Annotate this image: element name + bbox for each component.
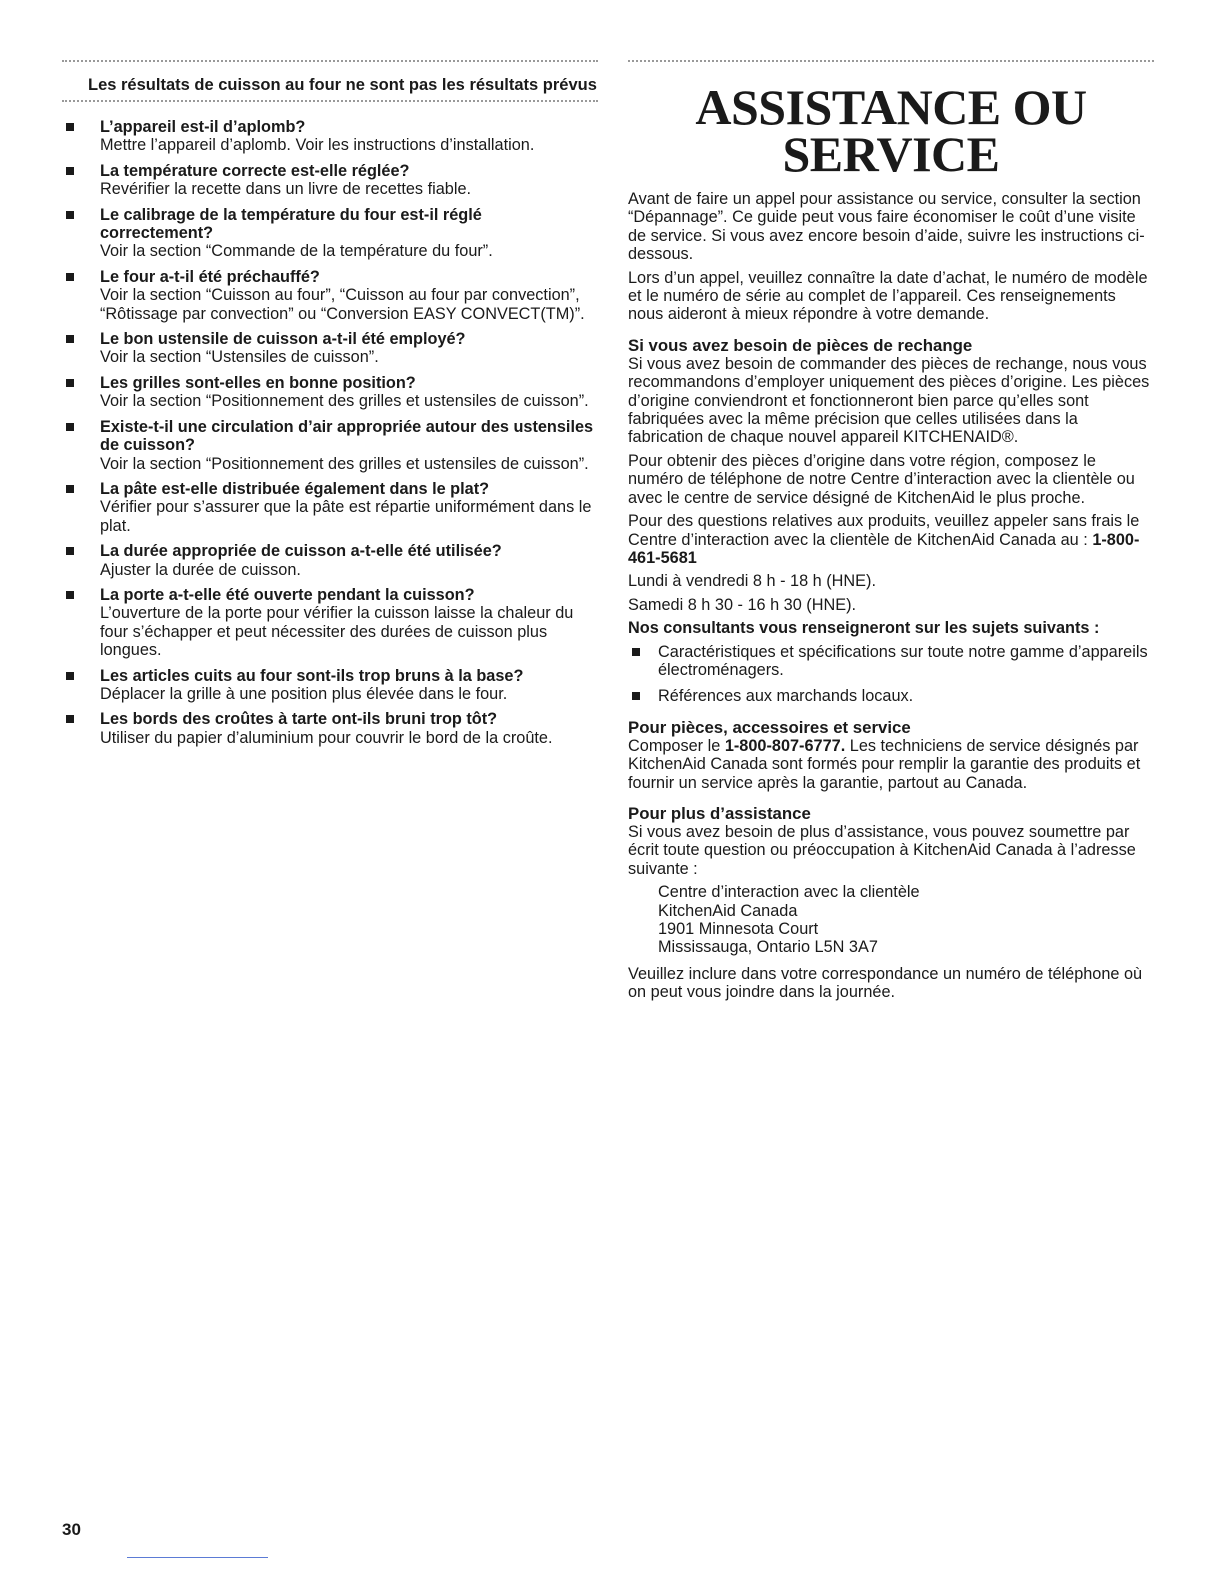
question: Le calibrage de la température du four est-il réglé correctement?	[100, 205, 482, 243]
page-title: ASSISTANCE OU SERVICE	[695, 79, 1087, 182]
divider	[62, 100, 598, 104]
intro-paragraph: Avant de faire un appel pour assistance ou service, consulter la section “Dépannage”. Ce guide peut vous faire économiser le coût d’une visite de service. Si vous avez encore besoin d’aide, suivre les instructions ci-dessous.	[628, 190, 1145, 264]
question: L’appareil est-il d’aplomb?	[100, 118, 306, 136]
service-heading: Pour pièces, accessoires et service	[628, 717, 911, 737]
parts-paragraph: Si vous avez besoin de commander des pièces de rechange, nous vous recommandons d’employer uniquement des pièces d’origine. Les pièces d’origine conviendront et fonctionneront bien parce qu’elles sont fabriquées avec la même précision que celles utilisées dans la fabrication de chaque nouvel appareil KITCHENAID®.	[628, 354, 1150, 447]
list-item	[62, 542, 598, 579]
troubleshooting-list	[62, 118, 598, 747]
intro-paragraph: Lors d’un appel, veuillez connaître la date d’achat, le numéro de modèle et le numéro de série au complet de l’appareil. Ces renseignements nous aideront à mieux répondre à votre demande.	[628, 268, 1148, 324]
consultants-heading: Nos consultants vous renseigneront sur les sujets suivants :	[628, 619, 1100, 638]
section-title: Les résultats de cuisson au four ne sont pas les résultats prévus	[88, 76, 597, 94]
parts-heading: Si vous avez besoin de pièces de rechange	[628, 335, 973, 355]
question: La pâte est-elle distribuée également dans le plat?	[100, 479, 490, 498]
hours: Lundi à vendredi 8 h - 18 h (HNE).	[628, 572, 876, 591]
question: La durée appropriée de cuisson a-t-elle été utilisée?	[100, 542, 502, 561]
divider	[628, 60, 1154, 64]
list-item	[62, 374, 598, 411]
list-item	[62, 667, 598, 704]
footer-line	[127, 1557, 268, 1558]
answer: Mettre l’appareil d’aplomb. Voir les instructions d’installation.	[100, 136, 535, 155]
answer: Voir la section “Cuisson au four”, “Cuisson au four par convection”, “Rôtissage par convection” ou “Conversion EASY CONVECT(TM)”.	[100, 286, 585, 323]
phone-number: 1-800-461-5681	[628, 530, 1140, 567]
question: Les grilles sont-elles en bonne position?	[100, 373, 416, 392]
question: Le four a-t-il été préchauffé?	[100, 267, 320, 286]
answer: Voir la section “Positionnement des grilles et ustensiles de cuisson”.	[100, 392, 589, 411]
text: Composer le	[628, 736, 725, 755]
list-item	[62, 480, 598, 535]
answer: Ajuster la durée de cuisson.	[100, 560, 301, 579]
list-item	[62, 206, 598, 261]
question: La porte a-t-elle été ouverte pendant la cuisson?	[100, 585, 475, 604]
answer: Voir la section “Ustensiles de cuisson”.	[100, 348, 379, 367]
hours: Samedi 8 h 30 - 16 h 30 (HNE).	[628, 595, 857, 614]
right-column	[628, 60, 1154, 1007]
answer: Utiliser du papier d’aluminium pour couvrir le bord de la croûte.	[100, 728, 553, 747]
list-item	[62, 330, 598, 367]
address-line: Mississauga, Ontario L5N 3A7	[658, 938, 878, 957]
list-item: Références aux marchands locaux.	[628, 687, 1154, 705]
parts-paragraph: Pour obtenir des pièces d’origine dans votre région, composez le numéro de téléphone de notre Centre d’interaction avec la clientèle ou avec le centre de service désigné de KitchenAid le plus proche.	[628, 451, 1135, 507]
question: La température correcte est-elle réglée?	[100, 161, 410, 180]
list-item	[62, 418, 598, 473]
address	[628, 883, 1154, 957]
list-item	[62, 162, 598, 199]
address-line: KitchenAid Canada	[658, 901, 798, 920]
list-item	[62, 268, 598, 323]
list-item	[62, 710, 598, 747]
answer: L’ouverture de la porte pour vérifier la cuisson laisse la chaleur du four s’échapper et peut nécessiter des durées de cuisson plus longues.	[100, 604, 574, 660]
question: Existe-t-il une circulation d’air appropriée autour des ustensiles de cuisson?	[100, 417, 594, 455]
answer: Déplacer la grille à une position plus élevée dans le four.	[100, 684, 508, 703]
page-number: 30	[62, 1520, 81, 1539]
left-column	[62, 60, 598, 754]
consult-list	[628, 643, 1154, 706]
question: Le bon ustensile de cuisson a-t-il été employé?	[100, 330, 466, 349]
address-line: 1901 Minnesota Court	[658, 920, 819, 938]
answer: Vérifier pour s’assurer que la pâte est répartie uniformément dans le plat.	[100, 498, 592, 535]
answer: Voir la section “Positionnement des grilles et ustensiles de cuisson”.	[100, 454, 589, 473]
text: Les techniciens de service désignés par KitchenAid Canada sont formés pour remplir la garantie des produits et fournir un service après la garantie, partout au Canada.	[628, 736, 1141, 792]
question: Les bords des croûtes à tarte ont-ils bruni trop tôt?	[100, 710, 498, 729]
list-item	[62, 118, 598, 155]
list-item	[62, 586, 598, 660]
list-item: Caractéristiques et spécifications sur toute notre gamme d’appareils électroménagers.	[628, 643, 1154, 680]
answer: Revérifier la recette dans un livre de recettes fiable.	[100, 180, 472, 199]
address-line: Centre d’interaction avec la clientèle	[658, 883, 920, 902]
text: Pour des questions relatives aux produits, veuillez appeler sans frais le Centre d’interaction avec la clientèle de KitchenAid Canada au :	[628, 512, 1140, 549]
more-help-paragraph: Si vous avez besoin de plus d’assistance, vous pouvez soumettre par écrit toute question ou préoccupation à KitchenAid Canada à l’adresse suivante :	[628, 822, 1136, 878]
service-paragraph	[628, 737, 1154, 792]
phone-number: 1-800-807-6777.	[724, 736, 846, 755]
answer: Voir la section “Commande de la température du four”.	[100, 242, 493, 261]
more-help-heading: Pour plus d’assistance	[628, 803, 811, 823]
question: Les articles cuits au four sont-ils trop bruns à la base?	[100, 666, 524, 685]
parts-paragraph	[628, 512, 1154, 567]
closing-paragraph: Veuillez inclure dans votre correspondance un numéro de téléphone où on peut vous joindre dans la journée.	[628, 964, 1143, 1002]
